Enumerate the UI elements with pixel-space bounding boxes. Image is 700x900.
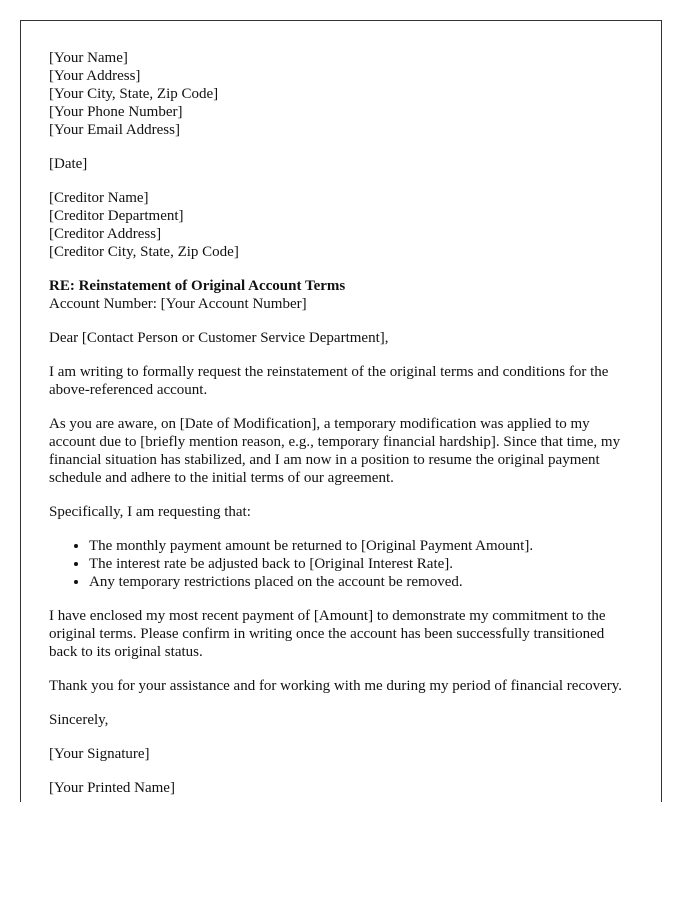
creditor-name: [Creditor Name] — [49, 190, 149, 206]
letter-date: [Date] — [49, 156, 88, 172]
body-paragraph: I have enclosed my most recent payment of [Amount] to demonstrate my commitment to the original terms. Please confirm in writing once the account has been successfully transitioned back to its original status. — [49, 608, 606, 660]
creditor-department: [Creditor Department] — [49, 208, 184, 224]
sender-name: [Your Name] — [49, 50, 128, 66]
list-item: • Any temporary restrictions placed on the account be removed. — [89, 573, 633, 591]
request-list — [49, 537, 633, 591]
creditor-city: [Creditor City, State, Zip Code] — [49, 244, 239, 260]
subject-block — [49, 277, 633, 313]
letter-page — [20, 20, 662, 802]
closing: Sincerely, — [49, 712, 109, 728]
sender-address: [Your Address] — [49, 68, 141, 84]
list-item: • The monthly payment amount be returned to [Original Payment Amount]. — [89, 537, 633, 555]
body-paragraph: I am writing to formally request the reinstatement of the original terms and conditions for the above-referenced account. — [49, 364, 609, 398]
list-item: • The interest rate be adjusted back to [Original Interest Rate]. — [89, 555, 633, 573]
creditor-address: [Creditor Address] — [49, 226, 162, 242]
sender-city: [Your City, State, Zip Code] — [49, 86, 219, 102]
body-paragraph: Specifically, I am requesting that: — [49, 504, 251, 520]
body-paragraph: As you are aware, on [Date of Modification], a temporary modification was applied to my account due to [briefly mention reason, e.g., temporary financial hardship]. Since that time, my financial situation has stabilized, and I am now in a position to resume the original payment schedule and adhere to the initial terms of our agreement. — [49, 416, 621, 486]
recipient-block — [49, 189, 633, 261]
signature: [Your Signature] — [49, 746, 150, 762]
account-number: Account Number: [Your Account Number] — [49, 296, 307, 312]
document-viewport — [20, 20, 662, 802]
salutation: Dear [Contact Person or Customer Service Department], — [49, 330, 389, 346]
printed-name: [Your Printed Name] — [49, 780, 175, 796]
body-paragraph: Thank you for your assistance and for working with me during my period of financial recovery. — [49, 678, 623, 694]
sender-email: [Your Email Address] — [49, 122, 180, 138]
sender-phone: [Your Phone Number] — [49, 104, 183, 120]
sender-block — [49, 49, 633, 139]
subject-line: RE: Reinstatement of Original Account Terms — [49, 278, 346, 294]
